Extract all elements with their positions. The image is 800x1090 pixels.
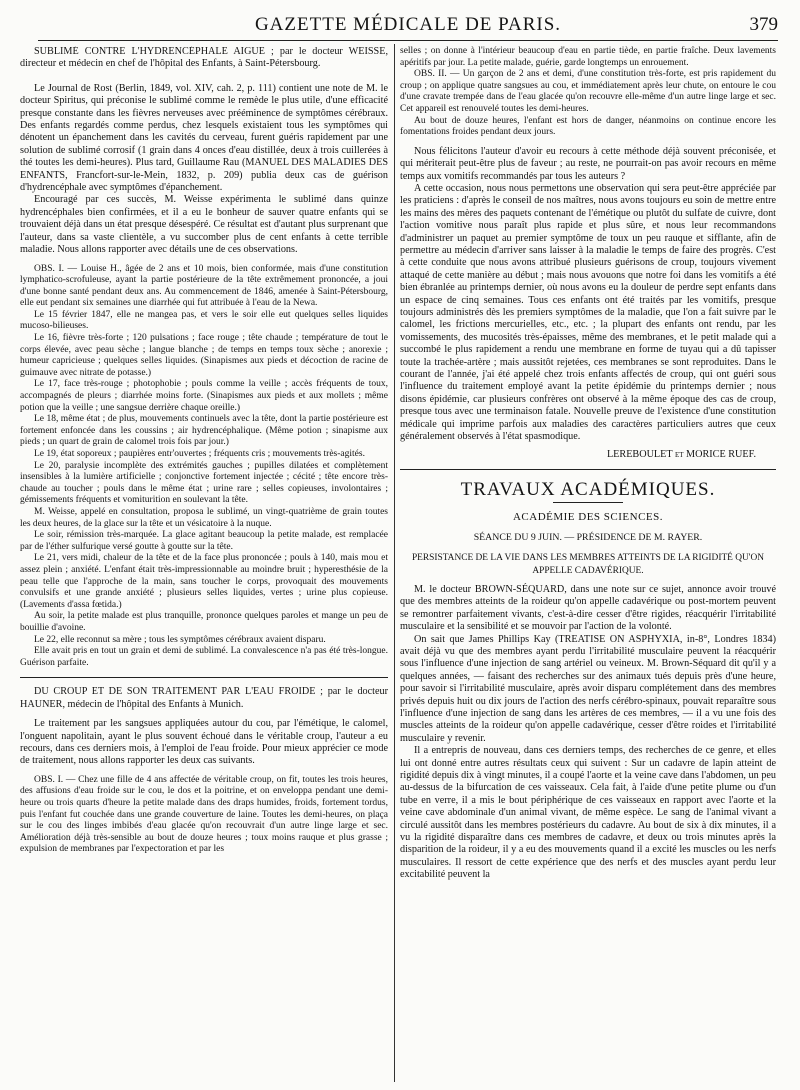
paragraph: Le traitement par les sangsues appliquées autour du cou, par l'émétique, le calomel, l'onguent napolitain, ayant le plus souvent échoué dans le véritable croup, l'auteur a eu recours, dans ces derniers mois, à l'emploi de l'eau froide. Pour mieux apprécier ce mode de traitement, nous allons rapporter les deux cas suivants. [20,718,388,767]
paragraph: Nous félicitons l'auteur d'avoir eu recours à cette méthode déjà souvent préconisée, et qui mériterait peut-être plus de faveur ; au reste, ne pourrait-on pas avoir recours en même temps aux vomitifs recommandés par tous les auteurs ? [400,145,776,182]
observation-entry: Le 15 février 1847, elle ne mangea pas, et vers le soir elle eut quelques selles liquides mucoso-bilieuses. [20,309,388,332]
observation-entry: Le 17, face très-rouge ; photophobie ; pouls comme la veille ; accès fréquents de toux, accompagnés de pleurs ; diarrhée moins forte. (Sinapismes aux pieds et aux mollets ; même potion que la veille ; une sangsue derrière chaque oreille.) [20,379,388,413]
section-subtitle: ACADÉMIE DES SCIENCES. [512,511,664,524]
observation-entry: Au soir, la petite malade est plus tranquille, prononce quelques paroles et mange un peu de bouillie d'avoine. [20,611,388,633]
paragraph: Encouragé par ces succès, M. Weisse expérimenta le sublimé dans quinze hydrencéphales bien confirmées, et il a eu le bonheur de sauver quatre enfants qui se trouvaient déjà dans un état presque désespéré. Ce résultat est d'autant plus surprenant que l'auteur, dans sa vaste clientèle, a vu succomber plus de cent enfants à cette terrible maladie. Nous allons rapporter avec détails une de ces observations. [20,194,388,256]
paragraph: A cette occasion, nous nous permettons une observation qui sera peut-être appréciée par les praticiens : d'après le conseil de nos maîtres, nous avons toujours eu soin de mettre entre les mains des mères des paquets contenant de l'émétique ou plutôt du sulfate de cuivre, dont l'action vomitive nous paraît plus rapide et plus sûre, et nous leur recommandons d'administrer un paquet au premier symptôme de toux un peu rauque et sifflante, afin de permettre au médecin d'arriver sans laisser à la maladie le temps de faire des progrès. C'est à cette conduite que nous avons attribué plusieurs guérisons de croup, toujours vivement attaqué de cette manière au début ; mais nous avouons que notre foi dans les vomitifs a été bien ébranlée au printemps dernier, où nous avons eu la douleur de perdre sept enfants dans un espace de cinq semaines. Tous ces enfants ont été traités par les vomitifs, presque toujours administrés dès les premiers symptômes de la maladie, que l'on a fait suivre par le calomel, les frictions mercurielles, etc., etc. ; la plupart des enfants ont rendu, par les vomissements, des mucosités très-épaisses, même des membranes, et le petit malade qui a succombé le plus rapidement a rendu une membrane en forme de tuyau qui a dû tapisser toute la trachée-artère ; mais aussitôt rejetées, ces membranes se sont reproduites. Dans le courant de l'année, j'ai été appelé chez trois enfants affectés de croup, qui ont guéri sous l'influence du traitement employé avant la petite épidémie du printemps dernier ; nous disons épidémie, car plusieurs confrères ont observé à la même époque des cas de croup, presque tous avec une terminaison fatale. Nouvelle preuve de l'existence d'une constitution médicale qui imprime parfois aux maladies des caractères particuliers autres que ceux généralement observés à l'état spasmodique. [400,182,776,443]
section-title: TRAVAUX ACADÉMIQUES. [460,478,716,500]
session-line: SÉANCE DU 9 JUIN. — PRÉSIDENCE DE M. RAYER. [473,531,703,543]
observation: OBS. I. — Chez une fille de 4 ans affectée de véritable croup, on fit, toutes les trois heures, des affusions d'eau froide sur le cou, le dos et la poitrine, et on enveloppa pendant une demi-heure ou trois quarts d'heure la petite malade dans des draps humides, froids, fortement tordus, puis l'enfant fut couchée dans une grande couverture de laine. Toutes les demi-heures, on plaça sur le cou des linges imbibés d'eau glacée qu'on recouvrait d'un autre linge large et sec. Amélioration déjà très-sensible au bout de douze heures ; toux moins rauque et plus grasse ; expulsion de membranes par l'expectoration et par les [20,774,388,855]
observation-entry: Le 22, elle reconnut sa mère ; tous les symptômes cérébraux avaient disparu. [34,634,326,645]
right-column [400,46,776,1084]
observation-continued: selles ; on donne à l'intérieur beaucoup d'eau en partie tiède, en partie fraîche. Deux lavements apéritifs par jour. La petite malade, guérie, garde longtemps un enrouement. [400,46,776,68]
observation-entry: M. Weisse, appelé en consultation, proposa le sublimé, un vingt-quatrième de grain toutes les deux heures, de la glace sur la tête et un vésicatoire à la nuque. [20,506,388,529]
observation-entry: Le 19, état soporeux ; paupières entr'ouvertes ; fréquents cris ; mouvements très-agités. [34,449,365,459]
observation-entry: Le 20, paralysie incomplète des extrémités gauches ; pupilles dilatées et complètement insensibles à la lumière artificielle ; conjonctive fortement injectée ; cécité ; tête encore très-chaude au toucher ; pouls dans le même état ; urine rare ; selles copieuses, involontaires ; gémissements fréquents et vomiturition en soulevant la tête. [20,460,388,506]
observation: OBS. II. — Un garçon de 2 ans et demi, d'une constitution très-forte, est pris rapidement du croup ; on applique quatre sangsues au cou, et immédiatement après leur chute, on entoure le cou d'une cravate trempée dans de l'eau glacée qu'on recouvre elle-même d'un autre linge large et sec. Cet appareil est renouvelé toutes les demi-heures. [400,69,776,114]
running-head [38,14,778,38]
paragraph: Le Journal de Rost (Berlin, 1849, vol. XIV, cah. 2, p. 111) contient une note de M. le docteur Spiritus, qui préconise le sublimé comme le remède le plus utile, d'une efficacité presque constante dans les fièvres nerveuses avec prééminence de symptômes cérébraux. Des enfants regardés comme perdus, chez lesquels existaient tous les symptômes qui dénotent un épanchement dans les cavités du cerveau, furent guéris rapidement par une solution de sublimé corrosif (1 grain dans 4 onces d'eau distillée, deux à trois cuillerées à thé toutes les demi-heures). Plus tard, Guillaume Rau (MANUEL DES MALADIES DES ENFANTS, Francfort-sur-le-Mein, 1832, p. 209) publia deux cas de guérison d'hydrencéphale avec symptômes d'épanchement. [20,82,388,194]
paragraph: On sait que James Phillips Kay (TREATISE ON ASPHYXIA, in-8°, Londres 1834) avait déjà vu que des membres ayant perdu l'irritabilité musculaire peuvent la réacquérir sous l'influence d'une injection de sang artériel ou veineux. M. Brown-Séquard dit qu'il y a quelques années, — faisant des recherches sur des animaux tués depuis près d'une heure, pour savoir si l'irritabilité musculaire, après avoir disparu complétement dans des membres privés depuis huit ou dix jours de l'action des nerfs cérébro-spinaux, pouvait reparaître sous l'influence d'une injection de sang dans les artères de ces membres, — il a vu une fois des muscles atteints de la roideur qu'on appelle cadavérique, cesser d'être roides et l'irritabilité musculaire y revenir. [400,633,776,744]
paragraph: M. le docteur BROWN-SÉQUARD, dans une note sur ce sujet, annonce avoir trouvé que des membres atteints de la roideur qu'on appelle cadavérique ou post-mortem peuvent se remontrer parfaitement vivants, c'est-à-dire cesser d'être rigides, réacquérir l'irritabilité musculaire et la sensibilité et se mouvoir par l'action de la volonté. [400,583,776,633]
topic-heading: PERSISTANCE DE LA VIE DANS LES MEMBRES ATTEINTS DE LA RIGIDITÉ QU'ON APPELLE CADAVÉRIQUE. [411,553,765,576]
section-rule [400,469,776,470]
observation-entry: Le 18, même état ; de plus, mouvements continuels avec la tête, dont la partie postérieure est fortement enfoncée dans les coussins ; air hydrencéphalique. (Même potion ; sinapisme aux pieds ; un quart de grain de calomel trois fois par jour.) [20,414,388,448]
left-column [20,46,388,1084]
signature: LEREBOULET et MORICE RUEF. [606,448,756,460]
observation-entry: Le 21, vers midi, chaleur de la tête et de la face plus prononcée ; pouls à 140, mais mou et assez plein ; anxiété. L'enfant était très-impressionnable au moindre bruit ; hyperesthésie de la peau telle que l'approche de la main, sans toucher le corps, provoquait des mouvements convulsifs et une grande anxiété ; plusieurs selles liquides, vertes ; urine plus copieuse. (Lavements d'assa fœtida.) [20,553,388,610]
observation-entry: Le 16, fièvre très-forte ; 120 pulsations ; face rouge ; tête chaude ; température de tout le corps élevée, avec peau sèche ; langue blanche ; de temps en temps toux sèche ; anorexie ; humeur capricieuse ; quelques selles liquides. (Sinapismes aux pieds et décoction de racine de guimauve avec nitrate de potasse.) [20,333,388,378]
column-divider [394,44,395,1082]
observation-entry: Elle avait pris en tout un grain et demi de sublimé. La convalescence n'a pas été très-longue. Guérison parfaite. [20,646,388,668]
journal-title: GAZETTE MÉDICALE DE PARIS. [254,14,562,35]
observation-entry: Au bout de douze heures, l'enfant est hors de danger, néanmoins on continue encore les fomentations froides pendant deux jours. [400,115,776,138]
page-number: 379 [749,14,778,35]
section-rule [20,677,388,678]
observation: OBS. I. — Louise H., âgée de 2 ans et 10 mois, bien conformée, mais d'une constitution lymphatico-scrofuleuse, ayant la partie postérieure de la tête extrêmement prononcée, a joui d'une bonne santé pendant deux ans. Au commencement de 1846, amenée à Saint-Pétersbourg, elle eut pendant six semaines une diarrhée qui fut attribuée à l'eau de la Newa. [20,263,388,309]
article-heading-sublime: SUBLIMÉ CONTRE L'HYDRENCÉPHALE AIGUE ; par le docteur WEISSE, directeur et médecin en chef de l'hôpital des Enfants, à Saint-Pétersbourg. [20,46,388,70]
observation-entry: Le soir, rémission très-marquée. La glace agitant beaucoup la petite malade, est remplacée par de l'éther sulfurique versé goutte à goutte sur la tête. [20,530,388,552]
article-heading-croup: DU CROUP ET DE SON TRAITEMENT PAR L'EAU FROIDE ; par le docteur HAUNER, médecin de l'hôpital des Enfants à Munich. [20,686,388,710]
section-title-rule [553,502,623,503]
header-rule [38,40,778,41]
paragraph: Il a entrepris de nouveau, dans ces derniers temps, des recherches de ce genre, et elles lui ont donné entre autres résultats ceux qui suivent : Sur un cadavre de lapin atteint de rigidité depuis dix à vingt minutes, il a coupé l'aorte et la veine cave dans l'abdomen, un peu au-dessus de la bifurcation de ces vaisseaux. Cela fait, à l'aide d'une petite plume ou d'un tube en verre, il a mis le bout périphérique de ces vaisseaux en rapport avec l'aorte et la veine cave abdominale d'un animal vivant, de même espèce. Le sang de l'animal vivant a circulé aussitôt dans les membres postérieurs du cadavre. Au bout de six à dix minutes, il a vu la rigidité disparaître dans ces membres de cadavre, et deux ou trois minutes après la disparition de la roideur, il y a eu des mouvements quand il a excité les muscles ou les nerfs musculaires. Il ressort de cette expérience que des nerfs et des muscles ayant perdu leur excitabilité peuvent la [400,745,776,881]
